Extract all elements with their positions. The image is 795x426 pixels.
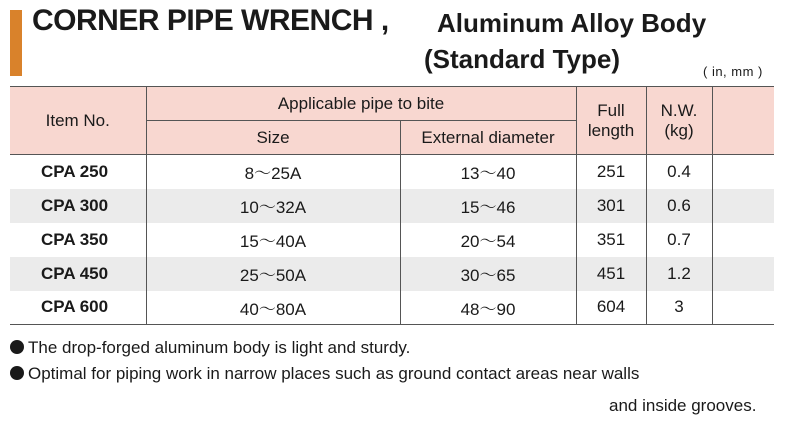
- net-weight-cell: 0.7: [646, 223, 712, 257]
- title-accent-bar: [10, 10, 22, 76]
- bullet-icon: [10, 340, 24, 354]
- feature-note-1-text: The drop-forged aluminum body is light and sturdy.: [28, 338, 411, 357]
- page-title: CORNER PIPE WRENCH ,: [32, 4, 389, 37]
- item-no-cell: CPA 350: [41, 229, 109, 249]
- table-row: [10, 223, 774, 257]
- full-length-cell: 301: [576, 189, 646, 223]
- item-no-cell: CPA 250: [41, 161, 109, 181]
- feature-note-2: [10, 364, 639, 384]
- header-size: Size: [146, 121, 400, 155]
- header-full-length-line1: Full: [597, 100, 625, 120]
- page-subtitle-type: (Standard Type): [424, 44, 620, 74]
- size-cell: 15～40A: [146, 223, 400, 257]
- external-diameter-cell: 20～54: [400, 223, 576, 257]
- size-cell: 10～32A: [146, 189, 400, 223]
- net-weight-cell: 0.6: [646, 189, 712, 223]
- blank-cell: [712, 223, 774, 257]
- header-row-1: [10, 87, 774, 121]
- size-cell: 25～50A: [146, 257, 400, 291]
- header-nw-line1: N.W.: [660, 100, 698, 120]
- feature-note-2-continued: and inside grooves.: [609, 396, 757, 415]
- full-length-cell: 451: [576, 257, 646, 291]
- page-subtitle: Aluminum Alloy Body: [437, 8, 707, 38]
- item-no-cell: CPA 300: [10, 189, 146, 223]
- table-row: [10, 257, 774, 291]
- table-row: [10, 291, 774, 325]
- size-cell: 40～80A: [146, 291, 400, 325]
- blank-cell: [712, 189, 774, 223]
- blank-cell: [712, 155, 774, 189]
- header-external-diameter: External diameter: [400, 121, 576, 155]
- unit-note: ( in, mm ): [703, 64, 763, 79]
- external-diameter-cell: 30～65: [400, 257, 576, 291]
- bullet-icon: [10, 366, 24, 380]
- header-blank: [712, 87, 774, 155]
- header-net-weight: [646, 87, 712, 155]
- table-row: [10, 155, 774, 189]
- net-weight-cell: 1.2: [646, 257, 712, 291]
- net-weight-cell: 3: [646, 291, 712, 325]
- header-item-no: Item No.: [10, 87, 146, 155]
- external-diameter-cell: 48～90: [400, 291, 576, 325]
- full-length-cell: 251: [576, 155, 646, 189]
- header-full-length: [576, 87, 646, 155]
- size-cell: 8～25A: [146, 155, 400, 189]
- item-no-cell: CPA 600: [10, 291, 146, 325]
- spec-table: [10, 86, 774, 325]
- blank-cell: [712, 257, 774, 291]
- table-row: [10, 189, 774, 223]
- header-full-length-line2: length: [587, 120, 635, 140]
- feature-note-1: [10, 338, 410, 358]
- net-weight-cell: 0.4: [646, 155, 712, 189]
- full-length-cell: 351: [576, 223, 646, 257]
- full-length-cell: 604: [576, 291, 646, 325]
- external-diameter-cell: 15～46: [400, 189, 576, 223]
- feature-note-2-text: Optimal for piping work in narrow places such as ground contact areas near walls: [28, 364, 640, 383]
- item-no-cell: CPA 450: [10, 257, 146, 291]
- blank-cell: [712, 291, 774, 325]
- header-applicable-pipe: Applicable pipe to bite: [146, 87, 576, 121]
- external-diameter-cell: 13～40: [400, 155, 576, 189]
- header-nw-line2: (kg): [664, 120, 694, 140]
